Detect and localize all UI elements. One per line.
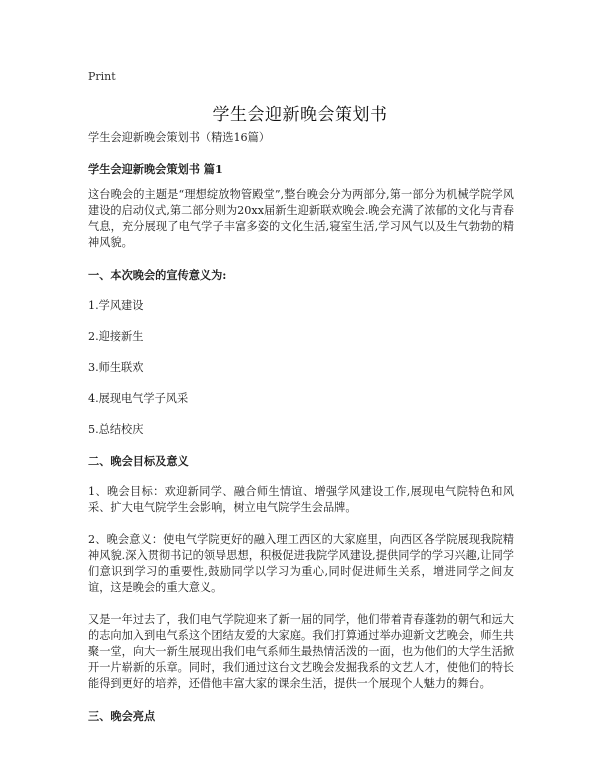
print-link[interactable]: Print [88,70,116,83]
list-item: 1.学风建设 [88,299,144,312]
section-2-heading: 二、晚会目标及意义 [88,454,189,468]
intro-paragraph: 这台晚会的主题是“理想绽放物管殿堂”,整台晚会分为两部分,第一部分为机械学院学风建设的启动仪式,第二部分则为20xx届新生迎新联欢晚会.晚会充满了浓郁的文化与青春气息，充分展现了电气学子丰富多姿的文化生活,寝室生活,学习风气以及生气勃勃的精神风貌。 [88,188,514,249]
list-item: 5.总结校庆 [88,423,144,436]
section-2-paragraph: 2、晚会意义：使电气学院更好的融入理工西区的大家庭里，向西区各学院展现我院精神风貌.深入贯彻书记的领导思想，积极促进我院学风建设,提供同学的学习兴趣,让同学们意识到学习的重要性,鼓励同学以学习为重心,同时促进师生关系，增进同学之间友谊，这是晚会的重大意义。 [88,533,514,594]
section-2-paragraph: 又是一年过去了，我们电气学院迎来了新一届的同学，他们带着青春蓬勃的朝气和远大的志向加入到电气系这个团结友爱的大家庭。我们打算通过举办迎新文艺晚会，师生共聚一堂，向大一新生展现出我们电气系师生最热情活泼的一面，也为他们的大学生活掀开一片崭新的乐章。同时，我们通过这台文艺晚会发掘我系的文艺人才，使他们的特长能得到更好的培养，还借他丰富大家的课余生活，提供一个展现个人魅力的舞台。 [88,613,514,690]
list-item: 2.迎接新生 [88,330,144,343]
section-1-heading: 一、本次晚会的宣传意义为: [88,268,227,282]
list-item: 3.师生联欢 [88,361,144,374]
document-body [88,130,514,739]
article-heading: 学生会迎新晚会策划书 篇1 [88,162,223,176]
list-item: 4.展现电气学子风采 [88,392,189,405]
document-subtitle: 学生会迎新晚会策划书（精选16篇） [88,131,271,144]
document-title: 学生会迎新晚会策划书 [212,105,388,125]
section-3-heading: 三、晚会亮点 [88,709,156,723]
section-2-paragraph: 1、晚会目标：欢迎新同学、融合师生情谊、增强学风建设工作,展现电气院特色和风采、扩大电气院学生会影响，树立电气院学生会品牌。 [88,485,514,514]
